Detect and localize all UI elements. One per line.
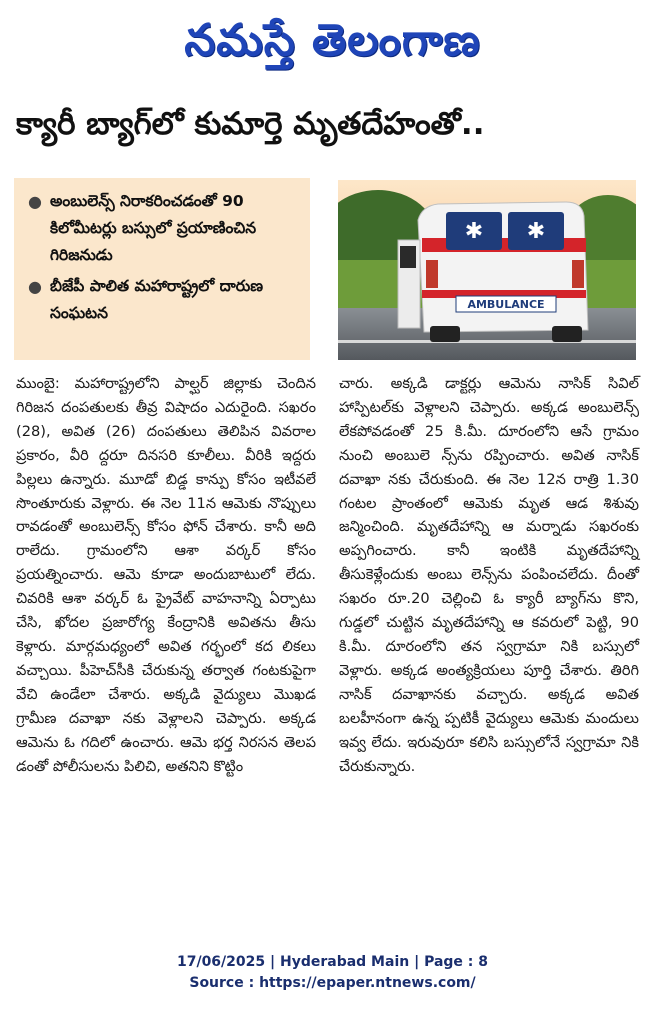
highlights-box: [14, 178, 310, 360]
bullet-icon: ●: [28, 192, 42, 211]
highlight-text: బీజేపీ పాలిత మహారాష్ట్రలో దారుణ సంఘటన: [50, 277, 264, 322]
svg-text:✱: ✱: [526, 219, 546, 244]
footer-date-edition: 17/06/2025 | Hyderabad Main | Page : 8: [176, 954, 489, 970]
ambulance-photo: [338, 180, 636, 360]
highlight-item: [28, 188, 302, 269]
article-column-right: [339, 372, 639, 778]
svg-text:✱: ✱: [464, 219, 484, 244]
newspaper-logo: నమస్తే తెలంగాణ: [184, 15, 481, 66]
article-body-right: చారు. అక్కడి డాక్టర్లు ఆమెను నాసిక్ సివిల్ హాస్పిటల్‌కు వెళ్లాలని చెప్పారు. అక్కడ అంబులెన్స్ లేకపోవడంతో 25 కి.మీ. దూరంలోని ఆసే గ్రామం నుంచి అంబులె న్స్‌ను రప్పించారు. అవిత నాసిక్ దవాఖా నకు చేరుకుంది. ఈ నెల 12న రాత్రి 1.30 గంటల ప్రాంతంలో ఆమెకు మృత ఆడ శిశువు జన్మించింది. మృతదేహాన్ని ఆ మర్నాడు సఖరంకు అప్పగించారు. కానీ ఇంటికి మృతదేహాన్ని తీసుకెళ్లేందుకు అంబు లెన్స్‌ను పంపించలేదు. దీంతో సఖరం రూ.20 చెల్లించి ఓ క్యారీ బ్యాగ్‌ను కొని, గుడ్డలో చుట్టిన మృతదేహాన్ని ఆ కవరులో పెట్టి, 90 కి.మీ. దూరంలోని తన స్వగ్రామా నికి బస్సులో వెళ్లారు. అక్కడ అంత్యక్రియలు పూర్తి చేశారు. తిరిగి నాసిక్ దవాఖానకు వచ్చారు. అక్కడ అవిత బలహీనంగా ఉన్న ప్పటికీ వైద్యులు ఆమెకు మందులు ఇవ్వ లేదు. ఇరువురూ కలిసి బస్సులోనే స్వగ్రామా నికి చేరుకున్నారు.: [339, 375, 639, 775]
article-body-left: ముంబై: మహారాష్ట్రలోని పాల్ఘర్ జిల్లాకు చెందిన గిరిజన దంపతులకు తీవ్ర విషాదం ఎదురైంది. సఖరం (28), అవిత (26) దంపతులు తెలిపిన వివరాల ప్రకారం, వీరి ద్దరూ దినసరి కూలీలు. వీరికి ఇద్దరు పిల్లలు ఉన్నారు. మూడో బిడ్డ కాన్పు కోసం ఇటీవలే సొంతూరుకు వెళ్లారు. ఈ నెల 11న ఆమెకు నొప్పులు రావడంతో అంబులెన్స్ కోసం ఫోన్ చేశారు. కానీ అది రాలేదు. గ్రామంలోని ఆశా వర్కర్ కోసం ప్రయత్నించారు. ఆమె కూడా అందుబాటులో లేదు. చివరికి ఆశా వర్కర్ ఓ ప్రైవేట్ వాహనాన్ని ఏర్పాటు చేసి, ఖోదల ప్రజారోగ్య కేంద్రానికి అవితను తీసు కెళ్లారు. మార్గమధ్యంలో అవిత గర్భంలో కద లికలు వచ్చాయి. పీహెచ్‌సీకి చేరుకున్న తర్వాత గంటకుపైగా వేచి ఉండేలా చేశారు. అక్కడి వైద్యులు మొఖడ గ్రామీణ దవాఖా నకు వెళ్లాలని చెప్పారు. అక్కడ ఆమెను ఓ గదిలో ఉంచారు. ఆమె భర్త నిరసన తెలప డంతో పోలీసులను పిలిచి, అతనిని కొట్టిం: [16, 375, 316, 775]
bullet-icon: ●: [28, 277, 42, 296]
highlight-text: అంబులెన్స్ నిరాకరించడంతో 90 కిలోమీటర్లు బస్సులో ప్రయాణించిన గిరిజనుడు: [50, 192, 257, 264]
article-headline: క్యారీ బ్యాగ్‌లో కుమార్తె మృతదేహంతో..: [16, 106, 485, 142]
highlight-item: [28, 273, 302, 327]
ambulance-illustration: [338, 180, 636, 360]
footer-source: Source : https://epaper.ntnews.com/: [189, 975, 476, 991]
ambulance-label: AMBULANCE: [467, 298, 545, 311]
article-column-left: [16, 372, 316, 778]
masthead: [0, 8, 665, 74]
